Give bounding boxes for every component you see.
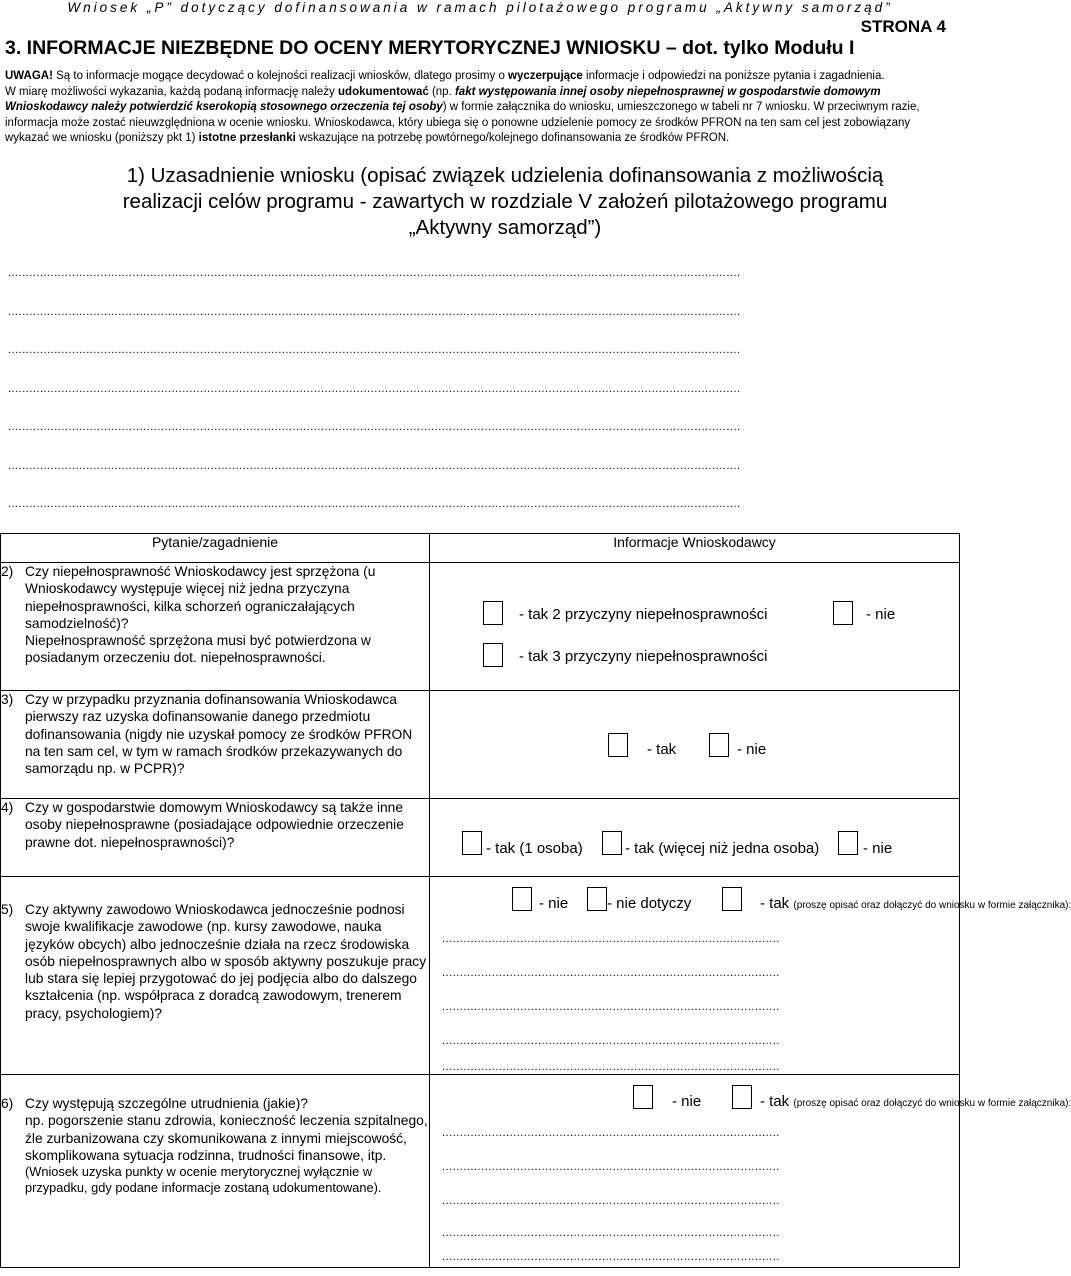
question-1-line: 1) Uzasadnienie wniosku (opisać związek udzielenia dofinansowania z możliwością: [126, 164, 884, 187]
question-text: Czy aktywny zawodowo Wnioskodawca jednocześnie podnosi swoje kwalifikacje zawodowe (np. kursy zawodowe, nauka języków obcych) albo jednocześnie działa na rzecz środowiska osób niepełnosprawnych albo w sposób aktywny poszukuje pracy lub stara się lepiej przygotować do jej podjęcia albo do dalszego kształcenia (np. współpraca z doradcą zawodowym, trenerem pracy, psychologiem)?: [25, 902, 427, 1021]
checkbox-6-no[interactable]: [633, 1085, 653, 1109]
column-header-answer: Informacje Wnioskodawcy: [430, 534, 960, 563]
question-number: 4): [1, 800, 14, 815]
option-label: - tak 3 przyczyny niepełnosprawności: [519, 648, 768, 665]
checkbox-3-no[interactable]: [709, 733, 729, 757]
checkbox-4-many-persons[interactable]: [602, 831, 622, 855]
question-4-cell: [1, 799, 430, 877]
question-5-cell: [1, 877, 430, 1075]
answer-line[interactable]: ..............................................................................................................................................................................................................: [8, 383, 741, 395]
question-number: 5): [1, 902, 14, 917]
question-text: Czy w przypadku przyznania dofinansowania Wnioskodawca pierwszy raz uzyska dofinansowanie danego przedmiotu dofinansowania (nigdy nie uzyskał pomocy ze środków PFRON na ten sam cel, w tym w ramach środków przekazywanych do samorządu np. w PCPR)?: [25, 692, 413, 777]
notice-block: [5, 69, 953, 147]
notice-text: (np.: [428, 85, 455, 98]
page-number: STRONA 4: [860, 17, 946, 36]
question-text: Czy występują szczególne utrudnienia (jakie)?: [25, 1096, 308, 1111]
option-label: [760, 1093, 1071, 1110]
question-examples: np. pogorszenie stanu zdrowia, konieczność leczenia szpitalnego, źle zurbanizowana czy skomunikowana z innymi miejscowość, skomplikowana sytuacja rodzinna, trudności finansowe, itp.: [25, 1113, 428, 1163]
notice-text: wskazujące na potrzebę powtórnego/kolejnego dofinansowania ze środków PFRON.: [295, 132, 730, 145]
checkbox-5-yes[interactable]: [722, 887, 742, 911]
checkbox-2-three-causes[interactable]: [483, 643, 503, 667]
answer-line[interactable]: ...............................................................................................: [442, 1195, 780, 1207]
answer-line[interactable]: ...............................................................................................: [442, 1161, 780, 1173]
question-1-line: „Aktywny samorząd”): [408, 216, 602, 239]
answer-line[interactable]: ...............................................................................................: [442, 1001, 780, 1013]
question-text: Czy w gospodarstwie domowym Wnioskodawcy są także inne osoby niepełnosprawne (posiadające odpowiednie orzeczenie prawne dot. niepełnosprawności)?: [25, 800, 404, 850]
question-text: Czy niepełnosprawność Wnioskodawcy jest sprzężona (u Wnioskodawcy występuje więcej niż jedna przyczyna niepełnosprawności, kilka schorzeń ograniczałających samodzielność)?: [25, 564, 376, 631]
question-3-cell: [1, 691, 430, 799]
option-label: - tak: [647, 741, 677, 758]
answer-line[interactable]: ...............................................................................................: [442, 1127, 780, 1139]
option-yes-text: - tak: [760, 1093, 790, 1110]
answer-3-cell: [430, 691, 960, 799]
notice-warning: UWAGA!: [5, 70, 53, 82]
option-label: - nie: [866, 606, 896, 623]
question-number: 6): [1, 1096, 14, 1111]
question-number: 2): [1, 564, 14, 579]
checkbox-5-no[interactable]: [512, 887, 532, 911]
notice-bold: istotne przesłanki: [198, 132, 296, 145]
option-label: [760, 895, 1071, 912]
question-number: 3): [1, 692, 14, 707]
option-label: - nie: [737, 741, 767, 758]
question-6-cell: [1, 1075, 430, 1268]
column-header-question: Pytanie/zagadnienie: [1, 534, 430, 563]
answer-line[interactable]: ...............................................................................................: [442, 967, 780, 979]
question-note: (Wniosek uzyska punkty w ocenie merytorycznej wyłącznie w przypadku, gdy podane informacje zostaną udokumentowane).: [25, 1164, 382, 1196]
answer-2-cell: [430, 563, 960, 691]
notice-text: Są to informacje mogące decydować o kolejności realizacji wniosków, dlatego prosimy o: [52, 70, 509, 82]
option-label: - tak (więcej niż jedna osoba): [625, 840, 820, 857]
checkbox-6-yes[interactable]: [732, 1085, 752, 1109]
option-note: (proszę opisać oraz dołączyć do wniosku w formie załącznika):: [793, 1098, 1071, 1109]
notice-text: W miarę możliwości wykazania, każdą podaną informację należy: [5, 85, 339, 98]
option-label: - nie: [863, 840, 893, 857]
answer-line[interactable]: ...............................................................................................: [442, 1061, 780, 1073]
answer-5-cell: [430, 877, 1071, 1075]
checkbox-2-no[interactable]: [833, 601, 853, 625]
answer-line[interactable]: ..............................................................................................................................................................................................................: [8, 306, 741, 318]
option-label: - tak 2 przyczyny niepełnosprawności: [519, 606, 768, 623]
notice-bold: wyczerpujące: [508, 70, 583, 82]
question-1: [70, 163, 940, 241]
answer-line[interactable]: ..............................................................................................................................................................................................................: [8, 267, 741, 279]
notice-bold-italic: fakt występowania innej osoby niepełnosprawnej w gospodarstwie domowym Wnioskodawcy należy potwierdzić kserokopią stosownego orzeczenia tej osoby: [5, 85, 881, 114]
answer-line[interactable]: ..............................................................................................................................................................................................................: [8, 421, 741, 433]
option-label: - tak (1 osoba): [486, 840, 583, 857]
question-2-cell: [1, 563, 430, 691]
checkbox-2-two-causes[interactable]: [483, 601, 503, 625]
checkbox-5-not-applicable[interactable]: [587, 887, 607, 911]
notice-text: informacje i odpowiedzi na poniższe pytania i zagadnienia.: [582, 70, 885, 82]
option-note: (proszę opisać oraz dołączyć do wniosku w formie załącznika):: [793, 900, 1071, 911]
option-yes-text: - tak: [760, 895, 790, 912]
option-label: - nie: [672, 1093, 702, 1110]
option-label: - nie dotyczy: [607, 895, 692, 912]
notice-bold: udokumentować: [338, 85, 429, 98]
checkbox-4-no[interactable]: [838, 831, 858, 855]
answer-line[interactable]: ...............................................................................................: [442, 933, 780, 945]
answer-line[interactable]: ...............................................................................................: [442, 1035, 780, 1047]
answer-line[interactable]: ..............................................................................................................................................................................................................: [8, 460, 741, 472]
question-1-line: realizacji celów programu - zawartych w rozdziale V założeń pilotażowego programu: [122, 190, 888, 213]
answer-line[interactable]: ...............................................................................................: [442, 1227, 780, 1239]
answer-6-cell: [430, 1075, 1071, 1268]
answer-line[interactable]: ..............................................................................................................................................................................................................: [8, 498, 741, 510]
option-label: - nie: [539, 895, 569, 912]
questions-table: [0, 533, 1071, 1268]
answer-line[interactable]: ...............................................................................................: [442, 1251, 780, 1263]
question-note: Niepełnosprawność sprzężona musi być potwierdzona w posiadanym orzeczeniu dot. niepełnosprawności.: [25, 633, 371, 666]
notice-text: ) w formie załącznika do wniosku, umieszczonego w tabeli nr 7 wniosku. W przeciwnym razie, informacja może zostać nieuwzględniona w ocenie wniosku. Wnioskodawca, który ubiega się o ponowne udzielenie pomocy ze środków PFRON na ten sam cel jest zobowiązany wykazać we wniosku (poniższy pkt 1): [5, 101, 920, 145]
answer-line[interactable]: ..............................................................................................................................................................................................................: [8, 344, 741, 356]
section-title: 3. INFORMACJE NIEZBĘDNE DO OCENY MERYTORYCZNEJ WNIOSKU – dot. tylko Modułu I: [5, 37, 855, 59]
checkbox-3-yes[interactable]: [608, 733, 628, 757]
answer-4-cell: [430, 799, 960, 877]
checkbox-4-one-person[interactable]: [462, 831, 482, 855]
running-header: Wniosek „P” dotyczący dofinansowania w ramach pilotażowego programu „Aktywny samorząd”: [67, 0, 893, 15]
